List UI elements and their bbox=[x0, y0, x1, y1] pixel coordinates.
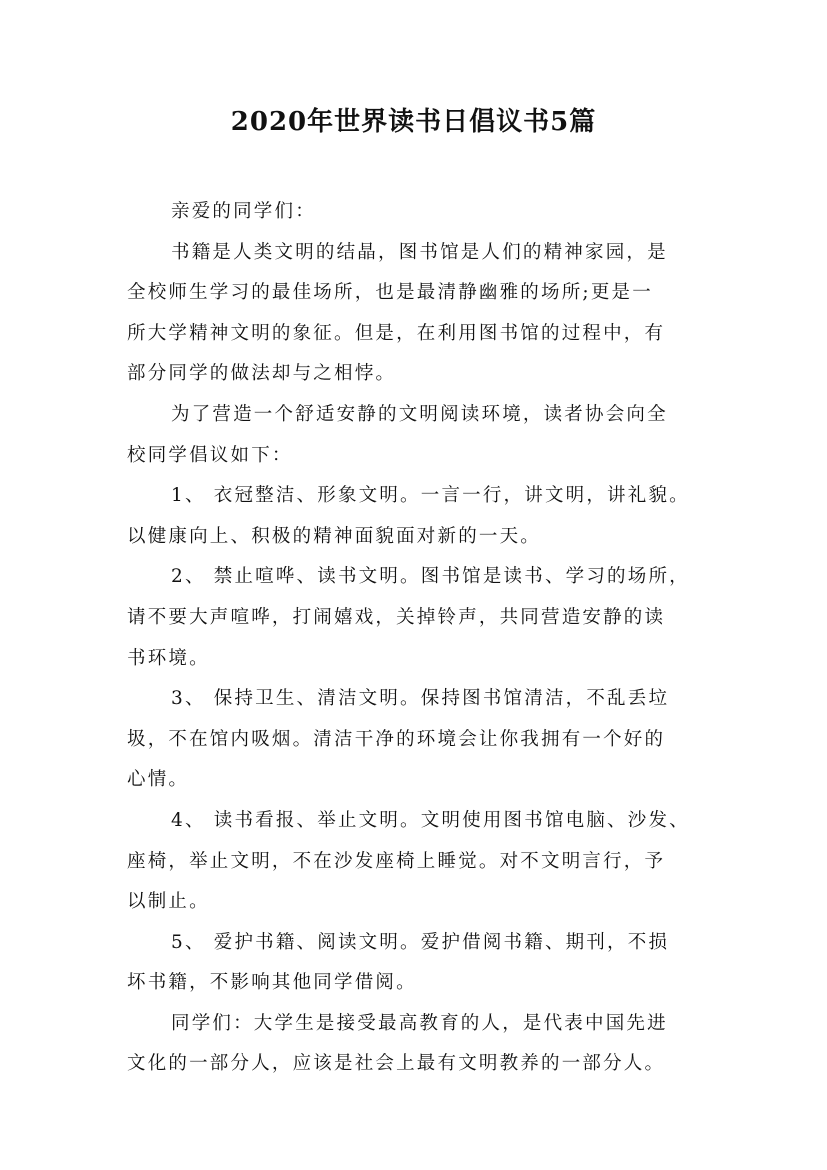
list-item-line: 4、 读书看报、举止文明。文明使用图书馆电脑、沙发、 bbox=[171, 809, 690, 831]
paragraph-line: 所大学精神文明的象征。但是，在利用图书馆的过程中，有 bbox=[127, 322, 666, 344]
paragraph-line: 部分同学的做法却与之相悖。 bbox=[127, 363, 397, 385]
list-item-line: 1、 衣冠整洁、形象文明。一言一行，讲文明，讲礼貌。 bbox=[171, 485, 690, 507]
list-item-line: 坏书籍，不影响其他同学借阅。 bbox=[127, 972, 417, 994]
list-item-line: 心情。 bbox=[127, 769, 190, 791]
document-body bbox=[127, 192, 713, 1085]
list-item-line: 2、 禁止喧哗、读书文明。图书馆是读书、学习的场所， bbox=[171, 566, 690, 588]
paragraph-line: 同学们：大学生是接受最高教育的人，是代表中国先进 bbox=[171, 1012, 668, 1034]
list-item-line: 座椅，举止文明，不在沙发座椅上睡觉。对不文明言行，予 bbox=[127, 850, 666, 872]
document-title: 2020年世界读书日倡议书5篇 bbox=[230, 107, 597, 137]
paragraph-line: 亲爱的同学们： bbox=[171, 201, 316, 222]
list-item-line: 圾，不在馆内吸烟。清洁干净的环境会让你我拥有一个好的 bbox=[127, 728, 666, 750]
paragraph-line: 为了营造一个舒适安静的文明阅读环境，读者协会向全 bbox=[171, 403, 668, 425]
list-item-line: 以健康向上、积极的精神面貌面对新的一天。 bbox=[127, 525, 542, 547]
paragraph-line: 全校师生学习的最佳场所，也是最清静幽雅的场所;更是一 bbox=[127, 282, 653, 304]
list-item-line: 书环境。 bbox=[127, 647, 210, 669]
paragraph-line: 书籍是人类文明的结晶，图书馆是人们的精神家园，是 bbox=[171, 241, 668, 263]
list-item-line: 请不要大声喧哗，打闹嬉戏，关掉铃声，共同营造安静的读 bbox=[127, 606, 666, 628]
paragraph-line: 校同学倡议如下： bbox=[127, 444, 293, 466]
list-item-line: 以制止。 bbox=[127, 891, 210, 913]
list-item-line: 3、 保持卫生、清洁文明。保持图书馆清洁，不乱丢垃 bbox=[171, 688, 670, 710]
paragraph-line: 文化的一部分人，应该是社会上最有文明教养的一部分人。 bbox=[127, 1053, 666, 1075]
list-item-line: 5、 爱护书籍、阅读文明。爱护借阅书籍、期刊，不损 bbox=[171, 931, 670, 953]
